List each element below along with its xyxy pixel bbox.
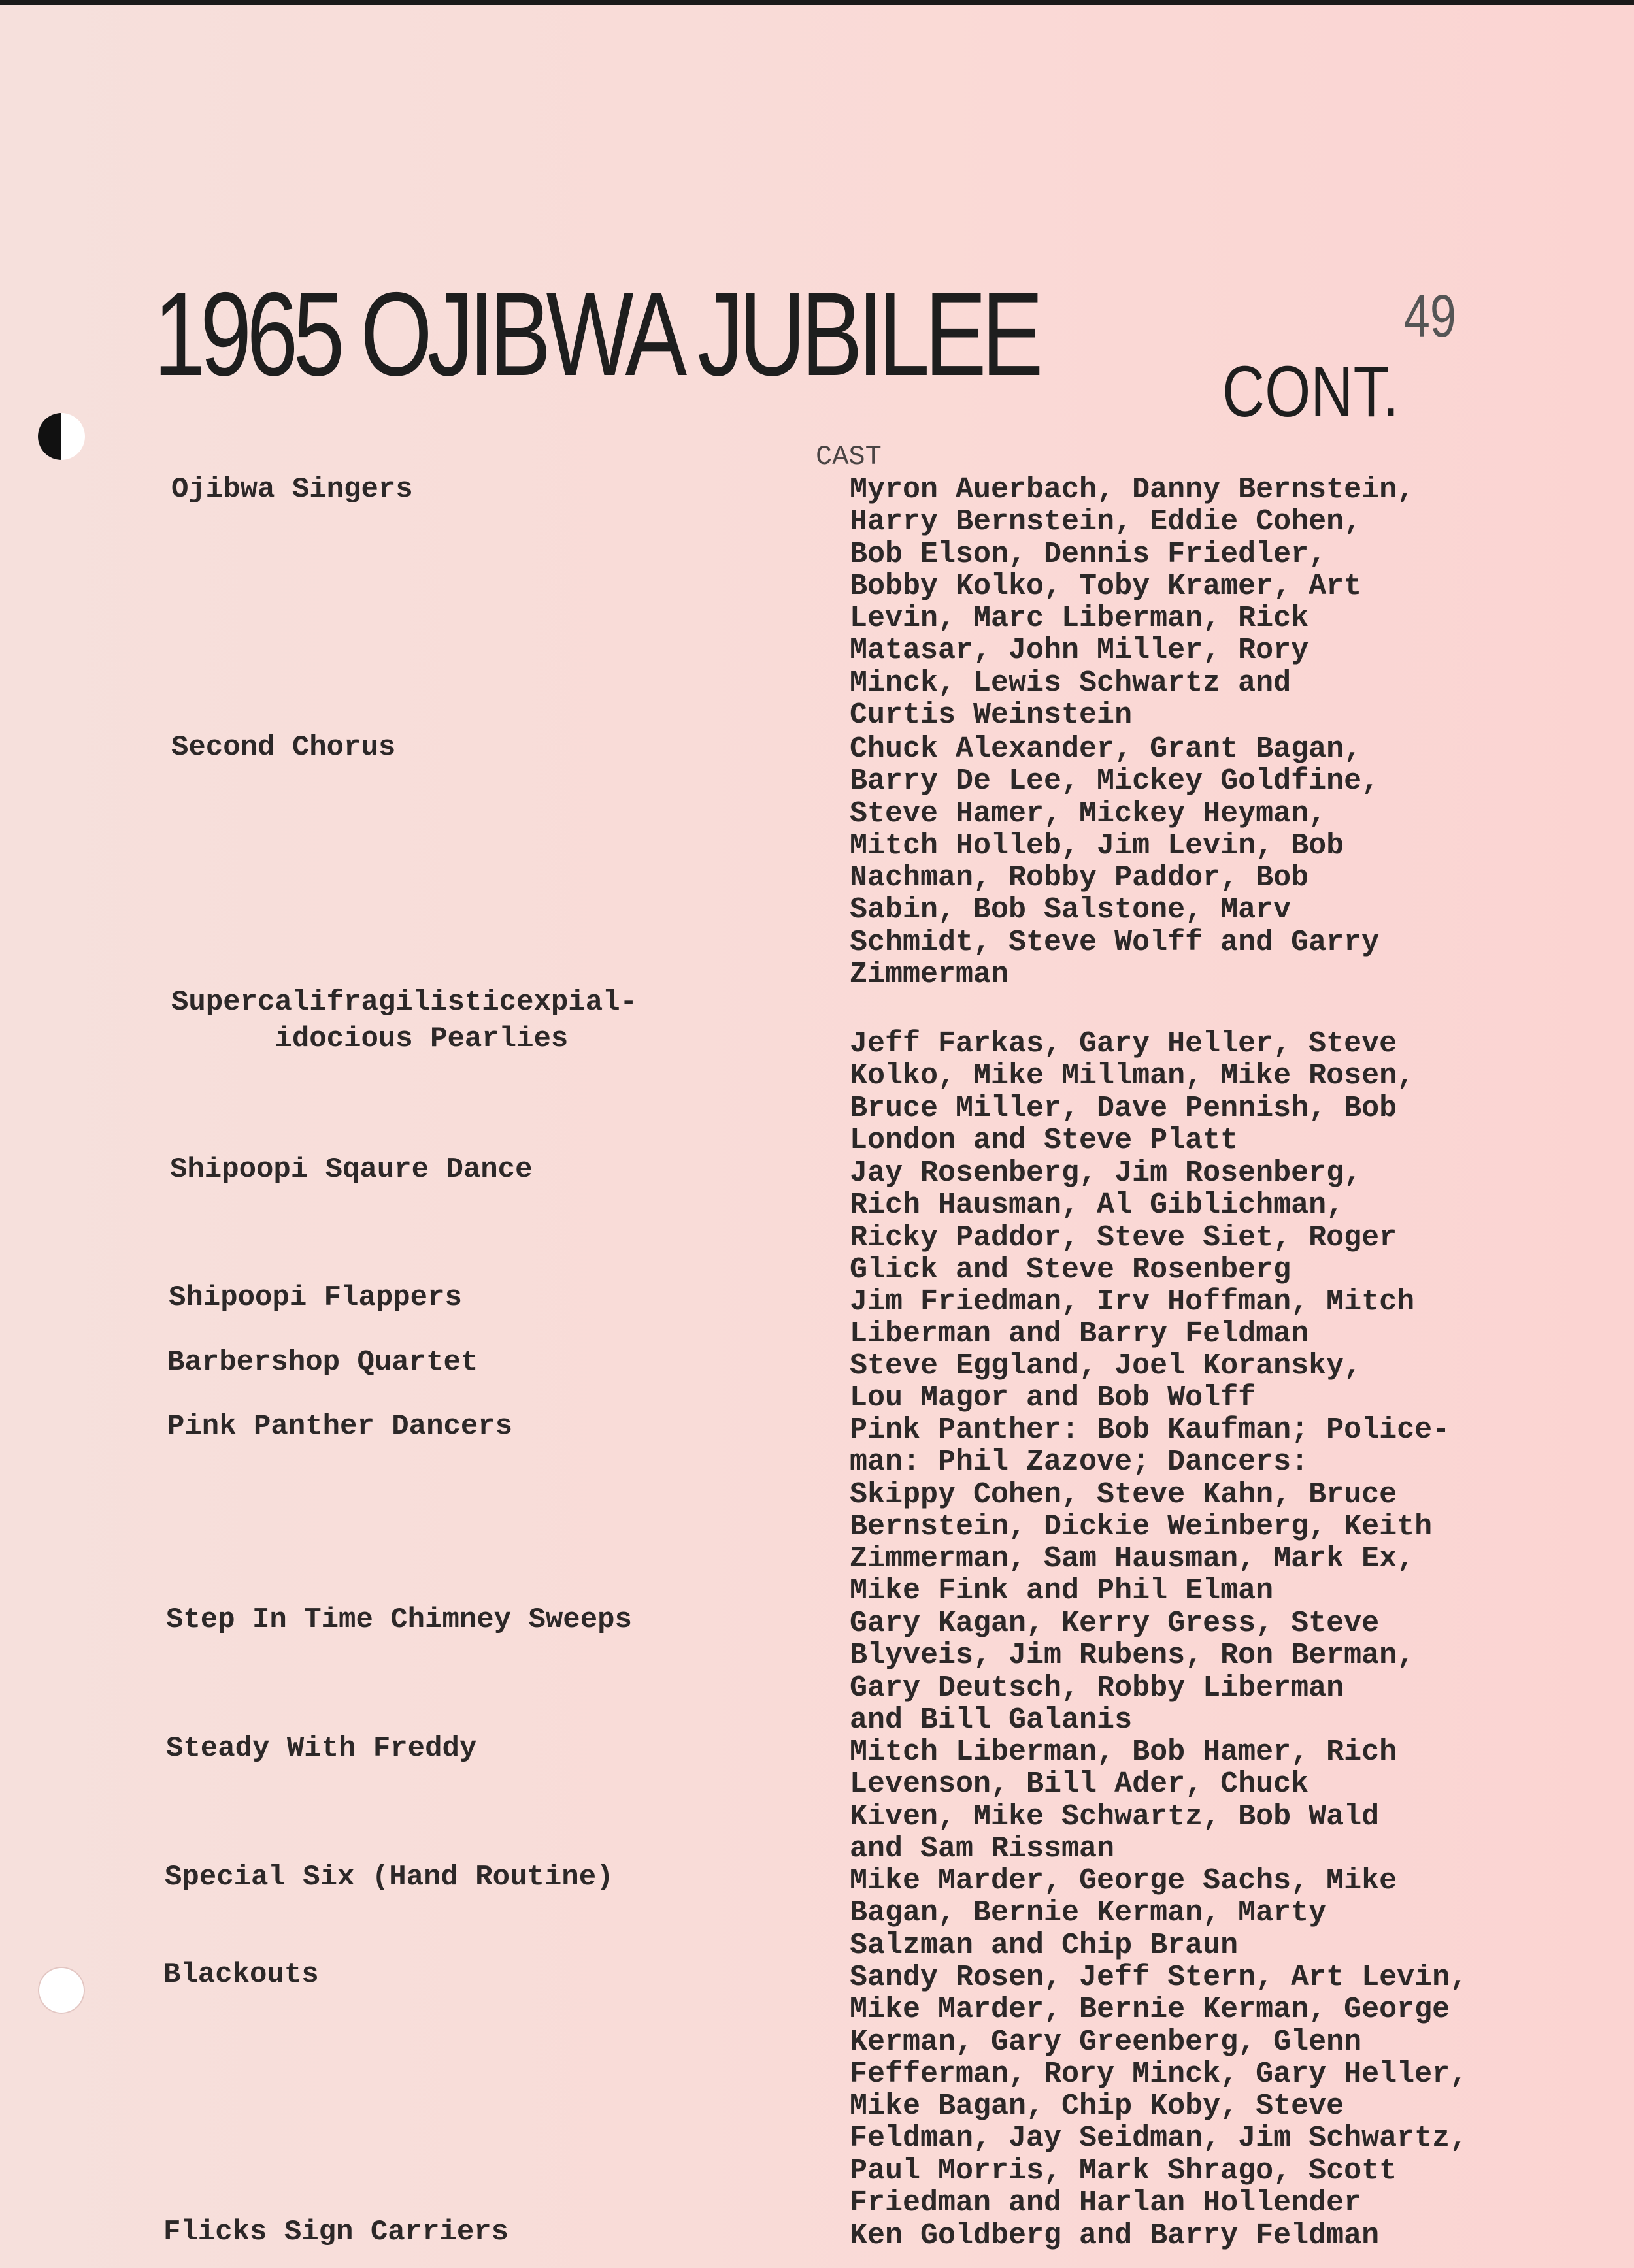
cast-list: Sandy Rosen, Jeff Stern, Art Levin, Mike Marder, Bernie Kerman, George Kerman, Gary Greenberg, Glenn Fefferman, Rory Minck, Gary Heller, Mike Bagan, Chip Koby, Steve Feldman, Jay Seidman, Jim Schwartz, Paul Morris, Mark Shrago, Scott Friedman and Harlan Hollender bbox=[850, 1961, 1468, 2220]
cast-list: Gary Kagan, Kerry Gress, Steve Blyveis, Jim Rubens, Ron Berman, Gary Deutsch, Robby Liberman and Bill Galanis bbox=[850, 1607, 1415, 1737]
cast-list: Pink Panther: Bob Kaufman; Police- man: Phil Zazove; Dancers: Skippy Cohen, Steve Kahn, Bruce Bernstein, Dickie Weinberg, Keith Zimmerman, Sam Hausman, Mark Ex, Mike Fink and Phil Elman bbox=[850, 1413, 1450, 1608]
act-name: Blackouts bbox=[163, 1958, 319, 1991]
page-number: 49 bbox=[1404, 283, 1456, 350]
cast-list: Myron Auerbach, Danny Bernstein, Harry Bernstein, Eddie Cohen, Bob Elson, Dennis Friedler, Bobby Kolko, Toby Kramer, Art Levin, Marc Liberman, Rick Matasar, John Miller, Rory Minck, Lewis Schwartz and Curtis Weinstein bbox=[850, 473, 1415, 732]
cast-list: Jeff Farkas, Gary Heller, Steve Kolko, Mike Millman, Mike Rosen, Bruce Miller, Dave Pennish, Bob London and Steve Platt bbox=[850, 1027, 1415, 1157]
page-top-edge bbox=[0, 0, 1634, 5]
act-name: Shipoopi Sqaure Dance bbox=[170, 1153, 533, 1186]
act-name: Pink Panther Dancers bbox=[167, 1410, 513, 1443]
act-name: Steady With Freddy bbox=[166, 1732, 477, 1765]
binder-hole-bottom bbox=[38, 1967, 85, 2014]
cast-list: Mitch Liberman, Bob Hamer, Rich Levenson, Bill Ader, Chuck Kiven, Mike Schwartz, Bob Wald and Sam Rissman bbox=[850, 1735, 1397, 1865]
cast-list: Jay Rosenberg, Jim Rosenberg, Rich Hausman, Al Giblichman, Ricky Paddor, Steve Siet, Roger Glick and Steve Rosenberg bbox=[850, 1157, 1397, 1287]
cast-list: Steve Eggland, Joel Koransky, Lou Magor and Bob Wolff bbox=[850, 1349, 1362, 1415]
cast-column-heading: CAST bbox=[816, 441, 882, 472]
act-name: Flicks Sign Carriers bbox=[163, 2216, 509, 2248]
cast-list: Mike Marder, George Sachs, Mike Bagan, Bernie Kerman, Marty Salzman and Chip Braun bbox=[850, 1864, 1397, 1962]
act-name: Step In Time Chimney Sweeps bbox=[166, 1603, 632, 1636]
cast-list: Ken Goldberg and Barry Feldman bbox=[850, 2219, 1380, 2252]
cast-list: Chuck Alexander, Grant Bagan, Barry De Lee, Mickey Goldfine, Steve Hamer, Mickey Heyman, Mitch Holleb, Jim Levin, Bob Nachman, Robby Paddor, Bob Sabin, Bob Salstone, Marv Schmidt, Steve Wolff and Garry Zimmerman bbox=[850, 732, 1380, 992]
page-title: 1965 OJIBWA JUBILEE bbox=[154, 267, 1039, 401]
act-name: Supercalifragilisticexpial- idocious Pearlies bbox=[171, 986, 637, 1055]
act-name: Ojibwa Singers bbox=[171, 473, 413, 506]
act-name: Special Six (Hand Routine) bbox=[165, 1861, 614, 1894]
act-name: Barbershop Quartet bbox=[167, 1346, 478, 1379]
act-name: Shipoopi Flappers bbox=[169, 1281, 462, 1314]
act-name: Second Chorus bbox=[171, 731, 396, 764]
binder-hole-top bbox=[38, 413, 85, 460]
cast-list: Jim Friedman, Irv Hoffman, Mitch Liberman and Barry Feldman bbox=[850, 1285, 1415, 1351]
title-continued: CONT. bbox=[1222, 352, 1399, 432]
